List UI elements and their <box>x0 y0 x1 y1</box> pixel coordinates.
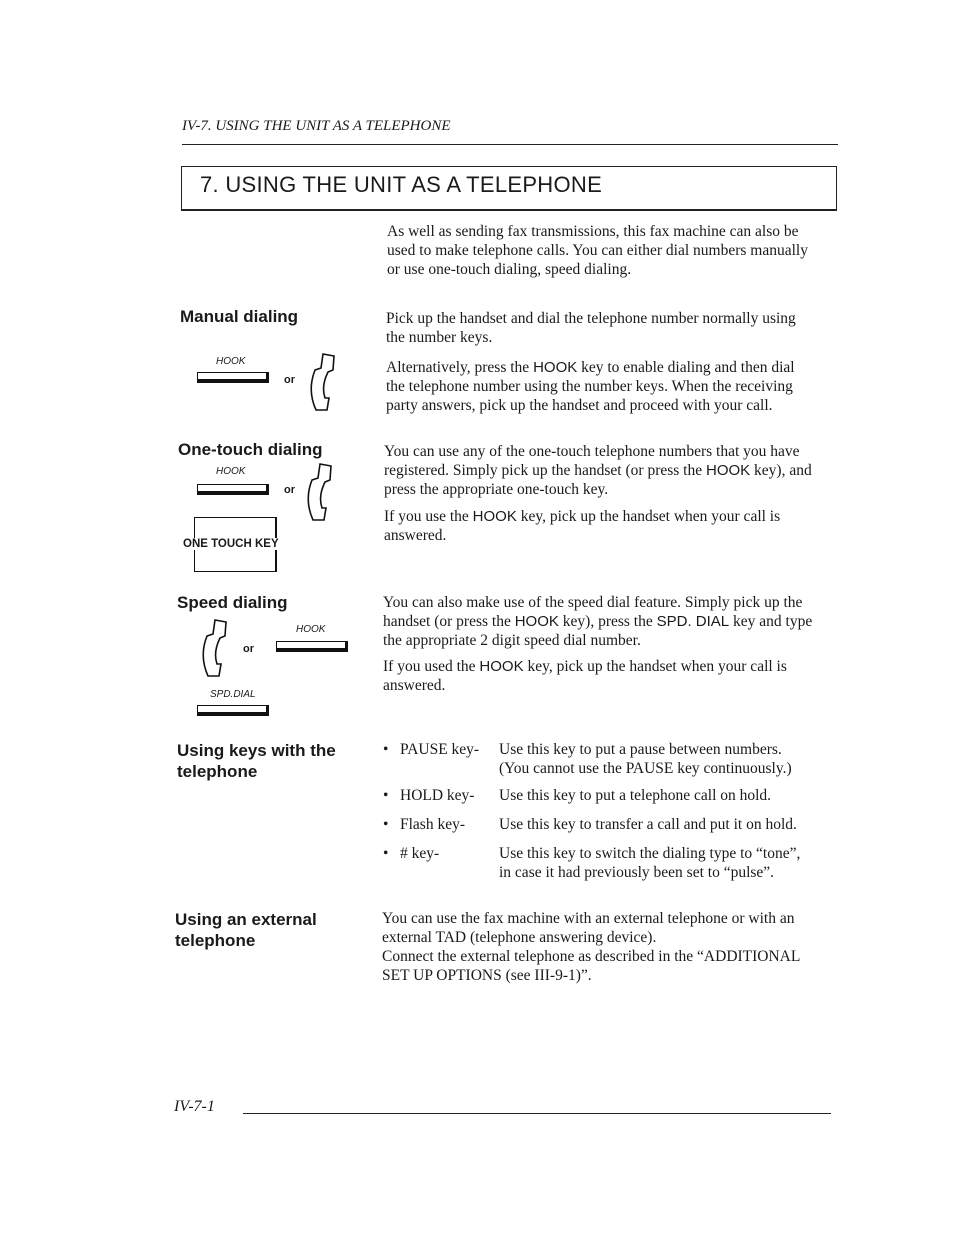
running-head: IV-7. USING THE UNIT AS A TELEPHONE <box>182 118 451 134</box>
hook-key-icon <box>197 372 269 383</box>
intro-line: As well as sending fax transmissions, this fax machine can also be <box>387 223 799 240</box>
text-span: key), press the <box>558 613 657 630</box>
text-line: Use this key to switch the dialing type to “tone”, <box>499 845 801 862</box>
using-keys-heading <box>177 740 336 782</box>
manual-paragraph-2 <box>386 358 838 415</box>
key-description <box>499 740 839 778</box>
text-line: the appropriate 2 digit speed dial number. <box>383 632 641 649</box>
key-description <box>499 844 839 882</box>
text-span: key and type <box>729 613 813 630</box>
spd-dial-key-icon <box>197 705 269 716</box>
page-number: IV-7-1 <box>174 1098 215 1115</box>
bullet: • <box>383 845 389 862</box>
hook-key-ref: HOOK <box>479 658 524 675</box>
text-line: (You cannot use the PAUSE key continuously.) <box>499 760 792 777</box>
text-line: party answers, pick up the handset and proceed with your call. <box>386 397 773 414</box>
hook-key-label: HOOK <box>296 624 326 635</box>
one-touch-dialing-heading: One-touch dialing <box>178 440 323 459</box>
header-rule <box>182 144 838 145</box>
text-span: Alternatively, press the <box>386 359 534 376</box>
hook-key-label: HOOK <box>216 356 246 367</box>
handset-icon <box>307 352 343 414</box>
bullet: • <box>383 741 389 758</box>
text-line: Use this key to transfer a call and put it on hold. <box>499 816 797 833</box>
key-name: Flash key- <box>400 816 466 833</box>
spd-dial-key-label: SPD.DIAL <box>210 689 256 700</box>
bullet: • <box>383 787 389 804</box>
manual-paragraph-1 <box>386 309 838 347</box>
hook-key-ref: HOOK <box>533 359 578 376</box>
hook-key-ref: HOOK <box>514 613 559 630</box>
hook-key-icon <box>276 641 348 652</box>
text-line: the telephone number using the number keys. When the receiving <box>386 378 793 395</box>
manual-dialing-heading: Manual dialing <box>180 307 299 326</box>
text-line <box>384 507 838 526</box>
text-line: in case it had previously been set to “pulse”. <box>499 864 775 881</box>
text-span: key), and <box>750 462 812 479</box>
or-label: or <box>284 484 295 496</box>
text-line: press the appropriate one-touch key. <box>384 481 609 498</box>
handset-icon <box>199 618 235 680</box>
text-span: If you use the <box>384 508 473 525</box>
or-label: or <box>284 374 295 386</box>
text-line: Use this key to put a telephone call on hold. <box>499 787 772 804</box>
section-title: 7. USING THE UNIT AS A TELEPHONE <box>200 172 603 197</box>
text-line <box>386 358 838 377</box>
text-line <box>383 612 839 631</box>
text-span: key to enable dialing and then dial <box>577 359 795 376</box>
text-line: answered. <box>384 527 447 544</box>
key-description <box>499 815 839 834</box>
key-name: PAUSE key- <box>400 741 480 758</box>
text-span: key, pick up the handset when your call is <box>523 658 787 675</box>
key-name: HOLD key- <box>400 787 475 804</box>
heading-line: Using keys with the <box>177 741 336 760</box>
text-line: the number keys. <box>386 329 493 346</box>
external-paragraph <box>382 909 842 985</box>
text-line: SET UP OPTIONS (see III-9-1)”. <box>382 967 592 984</box>
intro-line: used to make telephone calls. You can either dial numbers manually <box>387 242 808 259</box>
handset-icon <box>304 462 340 524</box>
text-line: You can use the fax machine with an external telephone or with an <box>382 910 795 927</box>
text-line <box>383 657 839 676</box>
heading-line: Using an external <box>175 910 317 929</box>
text-span: key, pick up the handset when your call is <box>516 508 781 525</box>
heading-line: telephone <box>177 762 258 781</box>
one-touch-paragraph-2 <box>384 507 838 545</box>
text-span: If you used the <box>383 658 480 675</box>
hook-key-ref: HOOK <box>472 508 517 525</box>
intro-paragraph <box>387 222 839 279</box>
text-line: Connect the external telephone as described in the “ADDITIONAL <box>382 948 801 965</box>
key-description <box>499 786 839 805</box>
text-line <box>384 461 838 480</box>
speed-paragraph-2 <box>383 657 839 695</box>
text-line: You can use any of the one-touch telephone numbers that you have <box>384 443 800 460</box>
hook-key-ref: HOOK <box>705 462 751 479</box>
text-line: Pick up the handset and dial the telephone number normally using <box>386 310 796 327</box>
bullet: • <box>383 816 389 833</box>
key-name: # key- <box>400 845 440 862</box>
speed-dialing-heading: Speed dialing <box>177 593 288 612</box>
hook-key-icon <box>197 484 269 495</box>
or-label: or <box>243 643 254 655</box>
spd-dial-key-ref: SPD. DIAL <box>656 613 730 630</box>
text-line: Use this key to put a pause between numbers. <box>499 741 782 758</box>
text-line: external TAD (telephone answering device). <box>382 929 657 946</box>
intro-line: or use one-touch dialing, speed dialing. <box>387 261 632 278</box>
hook-key-label: HOOK <box>216 466 246 477</box>
text-span: handset (or press the <box>383 613 515 630</box>
text-span: registered. Simply pick up the handset (or press the <box>384 462 706 479</box>
one-touch-paragraph-1 <box>384 442 838 499</box>
one-touch-key-label: ONE TOUCH KEY <box>183 538 279 550</box>
external-telephone-heading <box>175 909 317 951</box>
text-line: answered. <box>383 677 446 694</box>
speed-paragraph-1 <box>383 593 839 650</box>
text-line: You can also make use of the speed dial feature. Simply pick up the <box>383 594 803 611</box>
heading-line: telephone <box>175 931 256 950</box>
footer-rule <box>243 1113 831 1114</box>
